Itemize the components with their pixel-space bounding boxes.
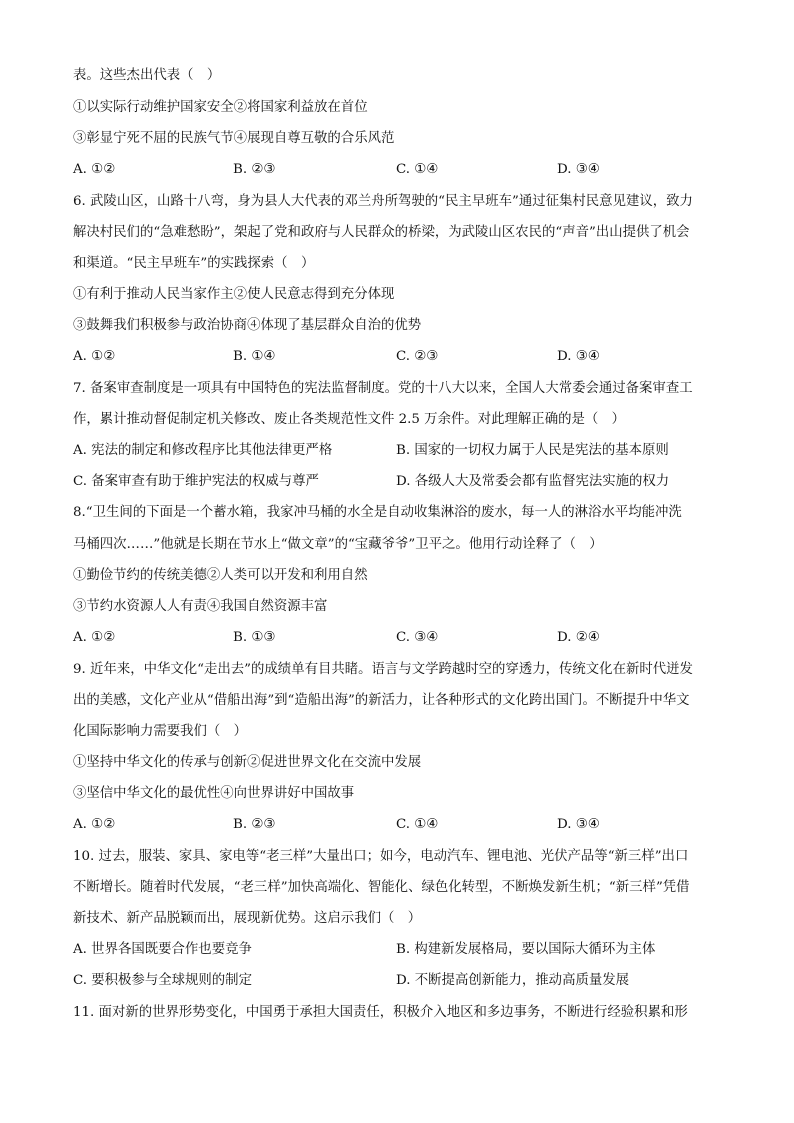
q6-choice-b: B. ①④ bbox=[233, 349, 276, 364]
q9-options-line-1: ①坚持中华文化的传承与创新②促进世界文化在交流中发展 bbox=[73, 755, 422, 770]
q5-choice-a: A. ①② bbox=[73, 162, 116, 177]
q9-choice-c: C. ①④ bbox=[396, 817, 439, 832]
q8-choice-a: A. ①② bbox=[73, 630, 116, 645]
q9-choice-b: B. ②③ bbox=[233, 817, 276, 832]
q7-stem-line-1: 7. 备案审查制度是一项具有中国特色的宪法监督制度。党的十八大以来，全国人大常委会通过备案审查工 bbox=[73, 381, 693, 396]
q8-stem-line-2: 马桶四次……”他就是长期在节水上“做文章”的“宝藏爷爷”卫平之。他用行动诠释了（ ） bbox=[73, 537, 603, 552]
q6-stem-line-2: 解决村民们的“急难愁盼”，架起了党和政府与人民群众的桥梁，为武陵山区农民的“声音”出山提供了机会 bbox=[73, 225, 690, 240]
q10-stem-line-1: 10. 过去，服装、家具、家电等“老三样”大量出口；如今，电动汽车、锂电池、光伏产品等“新三样”出口 bbox=[73, 849, 689, 864]
q7-choice-b: B. 国家的一切权力属于人民是宪法的基本原则 bbox=[396, 443, 669, 458]
q7-stem-line-2: 作，累计推动督促制定机关修改、废止各类规范性文件 2.5 万余件。对此理解正确的是（ ） bbox=[73, 412, 626, 427]
q8-choice-d: D. ②④ bbox=[557, 630, 600, 645]
q10-stem-line-3: 新技术、新产品脱颖而出，展现新优势。这启示我们（ ） bbox=[73, 911, 422, 926]
q6-stem-line-3: 和渠道。“民主早班车”的实践探索（ ） bbox=[73, 256, 315, 271]
q9-stem-line-1: 9. 近年来，中华文化“走出去”的成绩单有目共睹。语言与文学跨越时空的穿透力，传统文化在新时代迸发 bbox=[73, 662, 693, 677]
q9-options-line-2: ③坚信中华文化的最优性④向世界讲好中国故事 bbox=[73, 786, 355, 801]
q9-stem-line-2: 出的美感，文化产业从“借船出海”到“造船出海”的新活力，让各种形式的文化跨出国门。不断提升中华文 bbox=[73, 693, 690, 708]
q8-choice-c: C. ③④ bbox=[396, 630, 439, 645]
q6-choice-d: D. ③④ bbox=[557, 349, 600, 364]
q8-options-line-1: ①勤俭节约的传统美德②人类可以开发和利用自然 bbox=[73, 568, 368, 583]
q6-options-line-2: ③鼓舞我们积极参与政治协商④体现了基层群众自治的优势 bbox=[73, 318, 422, 333]
q9-choice-d: D. ③④ bbox=[557, 817, 600, 832]
q9-stem-line-3: 化国际影响力需要我们（ ） bbox=[73, 724, 248, 739]
q5-choice-b: B. ②③ bbox=[233, 162, 276, 177]
q10-choice-c: C. 要积极参与全球规则的制定 bbox=[73, 973, 252, 988]
q10-choice-d: D. 不断提高创新能力，推动高质量发展 bbox=[396, 973, 630, 988]
q7-choice-c: C. 备案审查有助于维护宪法的权威与尊严 bbox=[73, 474, 319, 489]
q5-stem-tail: 表。这些杰出代表（ ） bbox=[73, 68, 221, 83]
q8-choice-b: B. ①③ bbox=[233, 630, 276, 645]
q10-stem-line-2: 不断增长。随着时代发展，“老三样”加快高端化、智能化、绿色化转型，不断焕发新生机；“新三样”凭借 bbox=[73, 880, 690, 895]
q6-choice-c: C. ②③ bbox=[396, 349, 439, 364]
q6-stem-line-1: 6. 武陵山区，山路十八弯，身为县人大代表的邓兰舟所驾驶的“民主早班车”通过征集村民意见建议，致力 bbox=[73, 194, 693, 209]
q8-stem-line-1: 8.“卫生间的下面是一个蓄水箱，我家冲马桶的水全是自动收集淋浴的废水，每一人的淋浴水平均能冲洗 bbox=[73, 505, 682, 520]
q6-options-line-1: ①有利于推动人民当家作主②使人民意志得到充分体现 bbox=[73, 287, 395, 302]
q5-options-line-1: ①以实际行动维护国家安全②将国家利益放在首位 bbox=[73, 100, 368, 115]
q5-choice-c: C. ①④ bbox=[396, 162, 439, 177]
q8-options-line-2: ③节约水资源人人有责④我国自然资源丰富 bbox=[73, 599, 328, 614]
q11-stem-line-1: 11. 面对新的世界形势变化，中国勇于承担大国责任，积极介入地区和多边事务，不断进行经验积累和形 bbox=[73, 1005, 688, 1020]
q7-choice-a: A. 宪法的制定和修改程序比其他法律更严格 bbox=[73, 443, 333, 458]
q5-options-line-2: ③彰显宁死不屈的民族气节④展现自尊互敬的合乐风范 bbox=[73, 131, 395, 146]
q9-choice-a: A. ①② bbox=[73, 817, 116, 832]
q5-choice-d: D. ③④ bbox=[557, 162, 600, 177]
q6-choice-a: A. ①② bbox=[73, 349, 116, 364]
q10-choice-a: A. 世界各国既要合作也要竞争 bbox=[73, 942, 252, 957]
q7-choice-d: D. 各级人大及常委会都有监督宪法实施的权力 bbox=[396, 474, 670, 489]
q10-choice-b: B. 构建新发展格局，要以国际大循环为主体 bbox=[396, 942, 656, 957]
